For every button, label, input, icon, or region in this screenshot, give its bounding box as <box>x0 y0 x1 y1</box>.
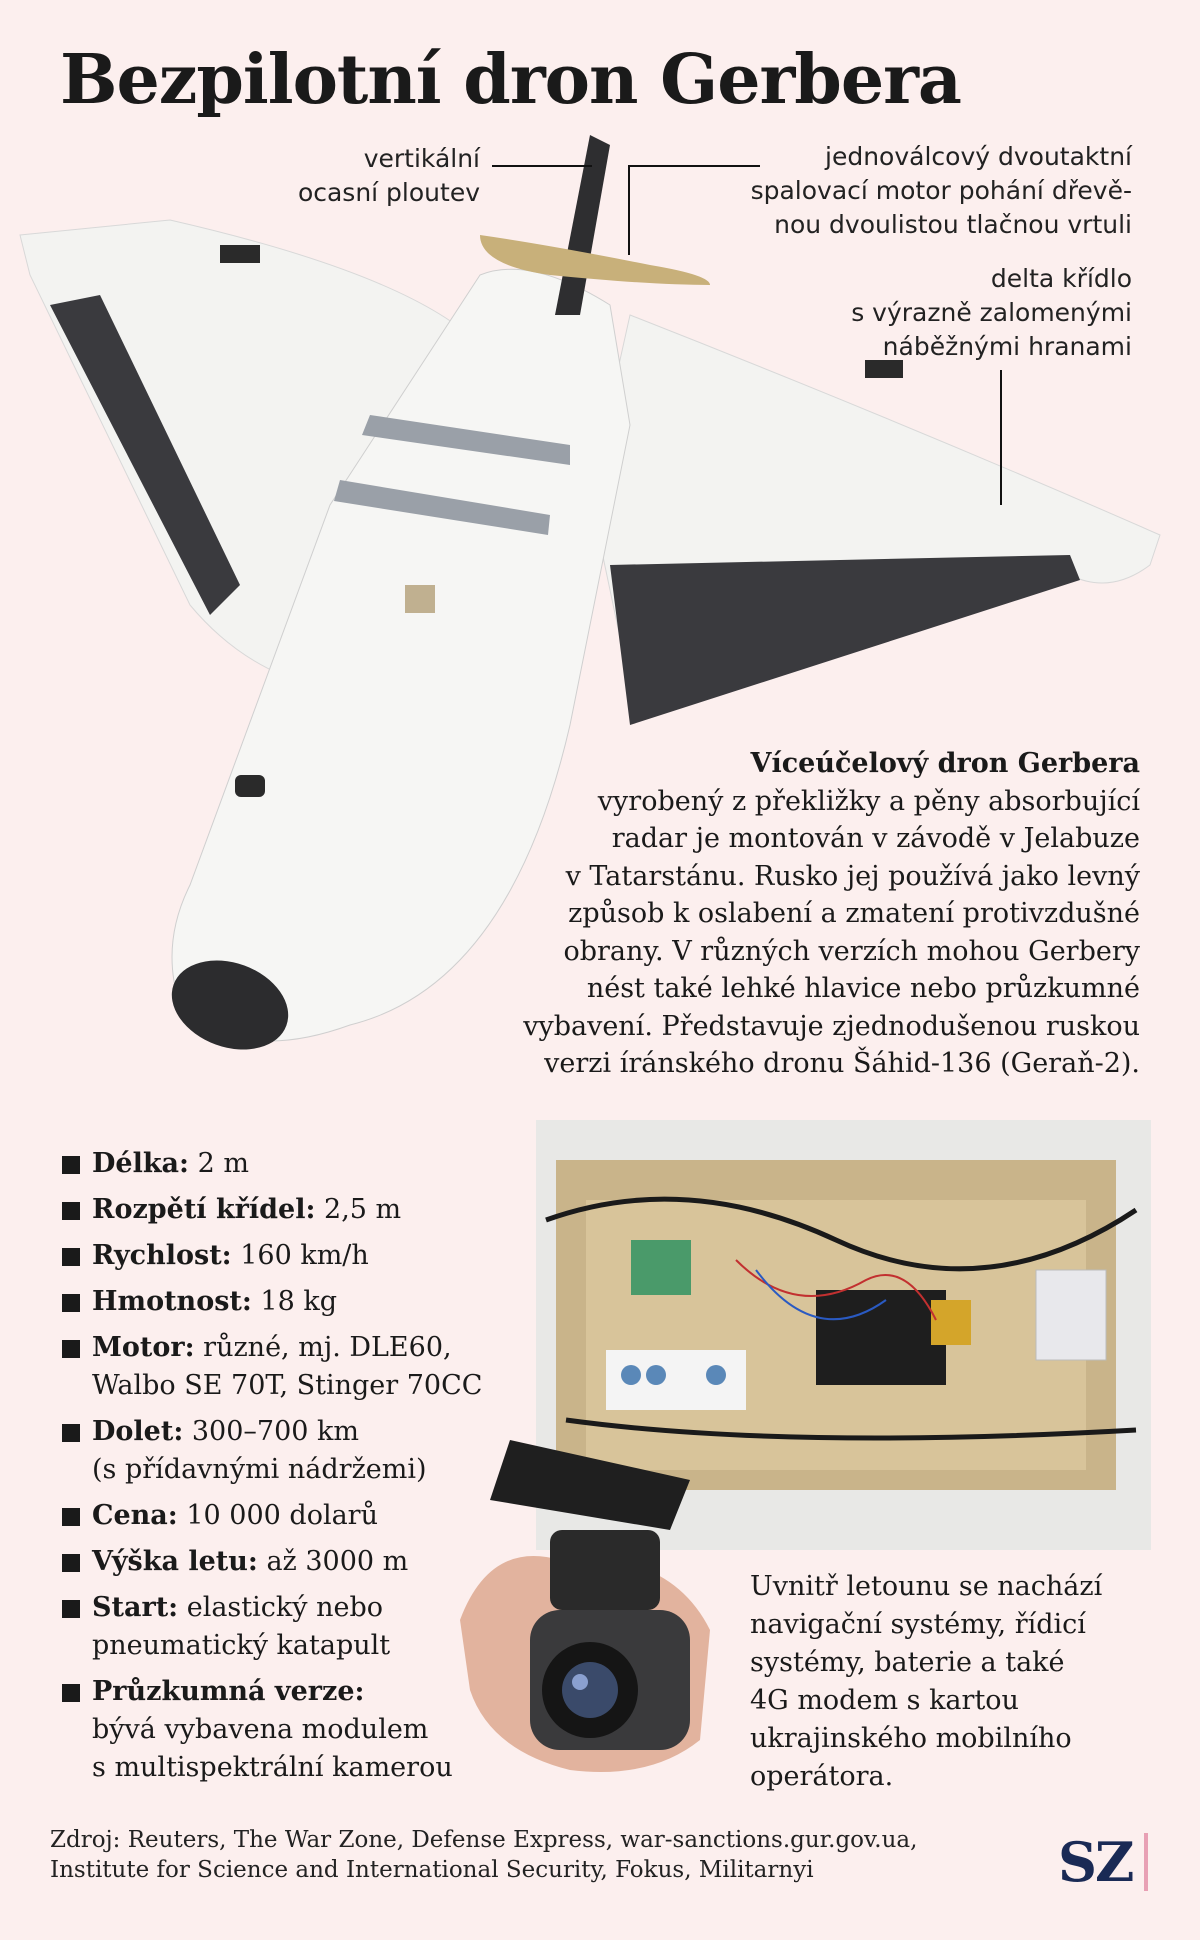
spec-label: Průzkumná verze: <box>92 1676 365 1707</box>
inside-text-block <box>750 1568 1150 1796</box>
spec-value: (s přídavnými nádržemi) <box>92 1454 427 1485</box>
source-line: Zdroj: Reuters, The War Zone, Defense Express, war-sanctions.gur.gov.ua, <box>50 1827 918 1853</box>
spec-item <box>62 1497 532 1535</box>
spec-item <box>62 1145 532 1183</box>
description-block <box>460 745 1140 1083</box>
spec-item <box>62 1413 532 1489</box>
description-line: radar je montován v závodě v Jelabuze <box>611 823 1140 854</box>
description-line: v Tatarstánu. Rusko jej používá jako levný <box>565 860 1140 892</box>
inside-text-line: Uvnitř letounu se nachází <box>750 1571 1103 1602</box>
bullet-square-icon <box>62 1340 80 1358</box>
inside-text-line: ukrajinského mobilního <box>750 1723 1072 1754</box>
description-line: obrany. V různých verzích mohou Gerbery <box>563 935 1140 967</box>
bullet-square-icon <box>62 1294 80 1312</box>
spec-value: s multispektrální kamerou <box>92 1752 453 1783</box>
description-heading: Víceúčelový dron Gerbera <box>750 748 1140 779</box>
inside-text-line: systémy, baterie a také <box>750 1647 1065 1678</box>
description-line: verzi íránského dronu Šáhid-136 (Geraň-2). <box>544 1048 1140 1079</box>
description-line: vybavení. Představuje zjednodušenou ruskou <box>523 1010 1140 1042</box>
spec-value: 10 000 dolarů <box>177 1500 378 1531</box>
sz-logo: SZ <box>1058 1830 1133 1894</box>
spec-value: až 3000 m <box>257 1546 409 1577</box>
bullet-square-icon <box>62 1248 80 1266</box>
wing-label-line: s výrazně zalomenými <box>851 298 1132 327</box>
spec-value: bývá vybavena modulem <box>92 1714 429 1745</box>
fin-leader-line <box>492 165 592 167</box>
spec-value: 160 km/h <box>231 1240 369 1271</box>
spec-label: Délka: <box>92 1148 190 1179</box>
logo-accent-bar <box>1144 1833 1148 1891</box>
spec-value: různé, mj. DLE60, <box>194 1332 452 1363</box>
spec-label: Výška letu: <box>92 1546 258 1577</box>
spec-value: elastický nebo <box>178 1592 384 1623</box>
fin-label-line: ocasní ploutev <box>297 178 480 207</box>
description-line: způsob k oslabení a zmatení protivzdušné <box>568 898 1140 929</box>
spec-label: Cena: <box>92 1500 178 1531</box>
fin-label <box>220 142 480 210</box>
description-line: nést také lehké hlavice nebo průzkumné <box>586 973 1140 1004</box>
engine-label-line: spalovací motor pohání dřevě- <box>750 176 1132 205</box>
spec-value: pneumatický katapult <box>92 1630 391 1661</box>
spec-value: 300–700 km <box>183 1416 359 1447</box>
spec-label: Motor: <box>92 1332 195 1363</box>
spec-label: Dolet: <box>92 1416 184 1447</box>
spec-label: Start: <box>92 1592 179 1623</box>
spec-label: Hmotnost: <box>92 1286 252 1317</box>
specs-list <box>62 1145 532 1795</box>
bullet-square-icon <box>62 1424 80 1442</box>
spec-item <box>62 1589 532 1665</box>
bullet-square-icon <box>62 1554 80 1572</box>
bullet-square-icon <box>62 1508 80 1526</box>
spec-item <box>62 1237 532 1275</box>
spec-label: Rychlost: <box>92 1240 232 1271</box>
engine-label-line: jednoválcový dvoutaktní <box>825 142 1132 171</box>
spec-item <box>62 1283 532 1321</box>
source-note <box>50 1825 1050 1885</box>
spec-value: 18 kg <box>251 1286 338 1317</box>
spec-value: 2 m <box>189 1148 249 1179</box>
source-line: Institute for Science and International Security, Fokus, Militarnyi <box>50 1857 814 1883</box>
inside-text-line: operátora. <box>750 1761 894 1792</box>
spec-item <box>62 1191 532 1229</box>
bullet-square-icon <box>62 1156 80 1174</box>
page-title: Bezpilotní dron Gerbera <box>60 40 961 120</box>
fin-label-line: vertikální <box>363 144 480 173</box>
engine-leader-line <box>628 165 630 255</box>
spec-item <box>62 1673 532 1787</box>
description-line: vyrobený z překližky a pěny absorbující <box>597 785 1140 817</box>
wing-label <box>760 262 1132 364</box>
bullet-square-icon <box>62 1684 80 1702</box>
engine-label <box>630 140 1132 242</box>
bullet-square-icon <box>62 1202 80 1220</box>
spec-label: Rozpětí křídel: <box>92 1194 316 1225</box>
spec-item <box>62 1543 532 1581</box>
spec-value: Walbo SE 70T, Stinger 70CC <box>92 1370 483 1401</box>
wing-leader-line <box>1000 370 1002 505</box>
engine-label-line: nou dvoulistou tlačnou vrtuli <box>774 210 1132 239</box>
wing-label-line: náběžnými hranami <box>882 332 1132 361</box>
inside-text-line: 4G modem s kartou <box>750 1685 1019 1716</box>
engine-leader-line <box>630 165 760 167</box>
wing-label-line: delta křídlo <box>990 264 1132 293</box>
inside-text-line: navigační systémy, řídicí <box>750 1609 1086 1640</box>
spec-item <box>62 1329 532 1405</box>
spec-value: 2,5 m <box>315 1194 402 1225</box>
bullet-square-icon <box>62 1600 80 1618</box>
